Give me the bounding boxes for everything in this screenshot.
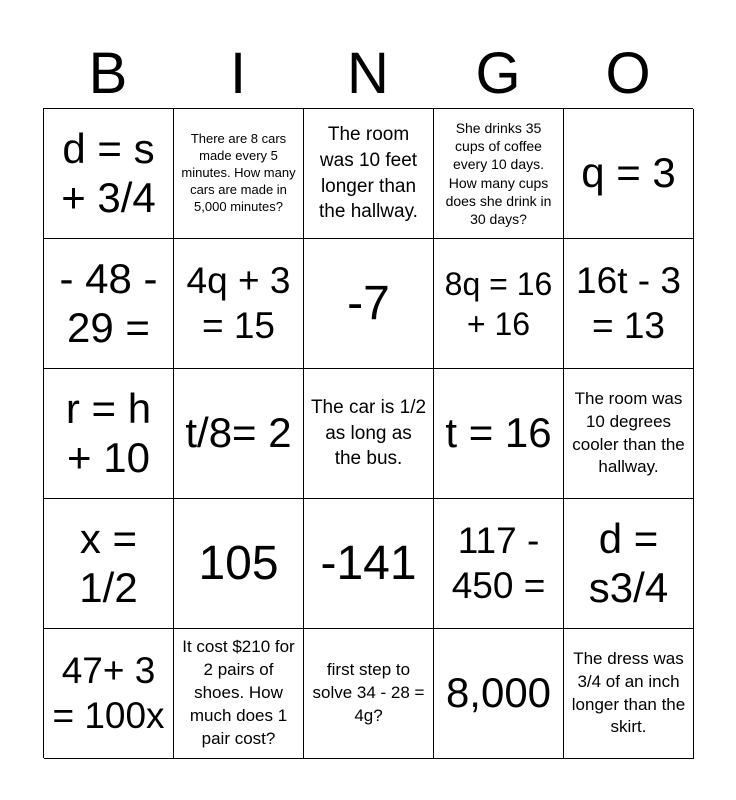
bingo-header bbox=[43, 40, 693, 108]
bingo-cell: -7 bbox=[304, 239, 434, 369]
bingo-cell: - 48 - 29 = bbox=[44, 239, 174, 369]
bingo-cell: r = h + 10 bbox=[44, 369, 174, 499]
header-letter-b: B bbox=[88, 41, 128, 106]
bingo-cell: q = 3 bbox=[564, 109, 694, 239]
bingo-cell: t = 16 bbox=[434, 369, 564, 499]
bingo-cell: The car is 1/2 as long as the bus. bbox=[304, 369, 434, 499]
bingo-cell: 105 bbox=[174, 499, 304, 629]
bingo-cell: The room was 10 degrees cooler than the hallway. bbox=[564, 369, 694, 499]
bingo-cell: 16t - 3 = 13 bbox=[564, 239, 694, 369]
bingo-cell: She drinks 35 cups of coffee every 10 days. How many cups does she drink in 30 days? bbox=[434, 109, 564, 239]
bingo-cell: first step to solve 34 - 28 = 4g? bbox=[304, 629, 434, 759]
header-letter-i: I bbox=[229, 41, 247, 106]
bingo-cell: There are 8 cars made every 5 minutes. How many cars are made in 5,000 minutes? bbox=[174, 109, 304, 239]
bingo-cell: 117 - 450 = bbox=[434, 499, 564, 629]
bingo-cell: 8q = 16 + 16 bbox=[434, 239, 564, 369]
bingo-cell: -141 bbox=[304, 499, 434, 629]
bingo-cell: x = 1/2 bbox=[44, 499, 174, 629]
bingo-cell: 8,000 bbox=[434, 629, 564, 759]
header-letter-g: G bbox=[475, 41, 521, 106]
bingo-cell: 4q + 3 = 15 bbox=[174, 239, 304, 369]
header-letter-o: O bbox=[605, 41, 651, 106]
bingo-cell: 47+ 3 = 100x bbox=[44, 629, 174, 759]
bingo-cell: d = s + 3/4 bbox=[44, 109, 174, 239]
bingo-cell: d = s3/4 bbox=[564, 499, 694, 629]
bingo-cell: The dress was 3/4 of an inch longer than the skirt. bbox=[564, 629, 694, 759]
bingo-cell: t/8= 2 bbox=[174, 369, 304, 499]
bingo-card-grid bbox=[43, 108, 693, 758]
bingo-cell: The room was 10 feet longer than the hallway. bbox=[304, 109, 434, 239]
bingo-cell: It cost $210 for 2 pairs of shoes. How much does 1 pair cost? bbox=[174, 629, 304, 759]
header-letter-n: N bbox=[347, 41, 389, 106]
